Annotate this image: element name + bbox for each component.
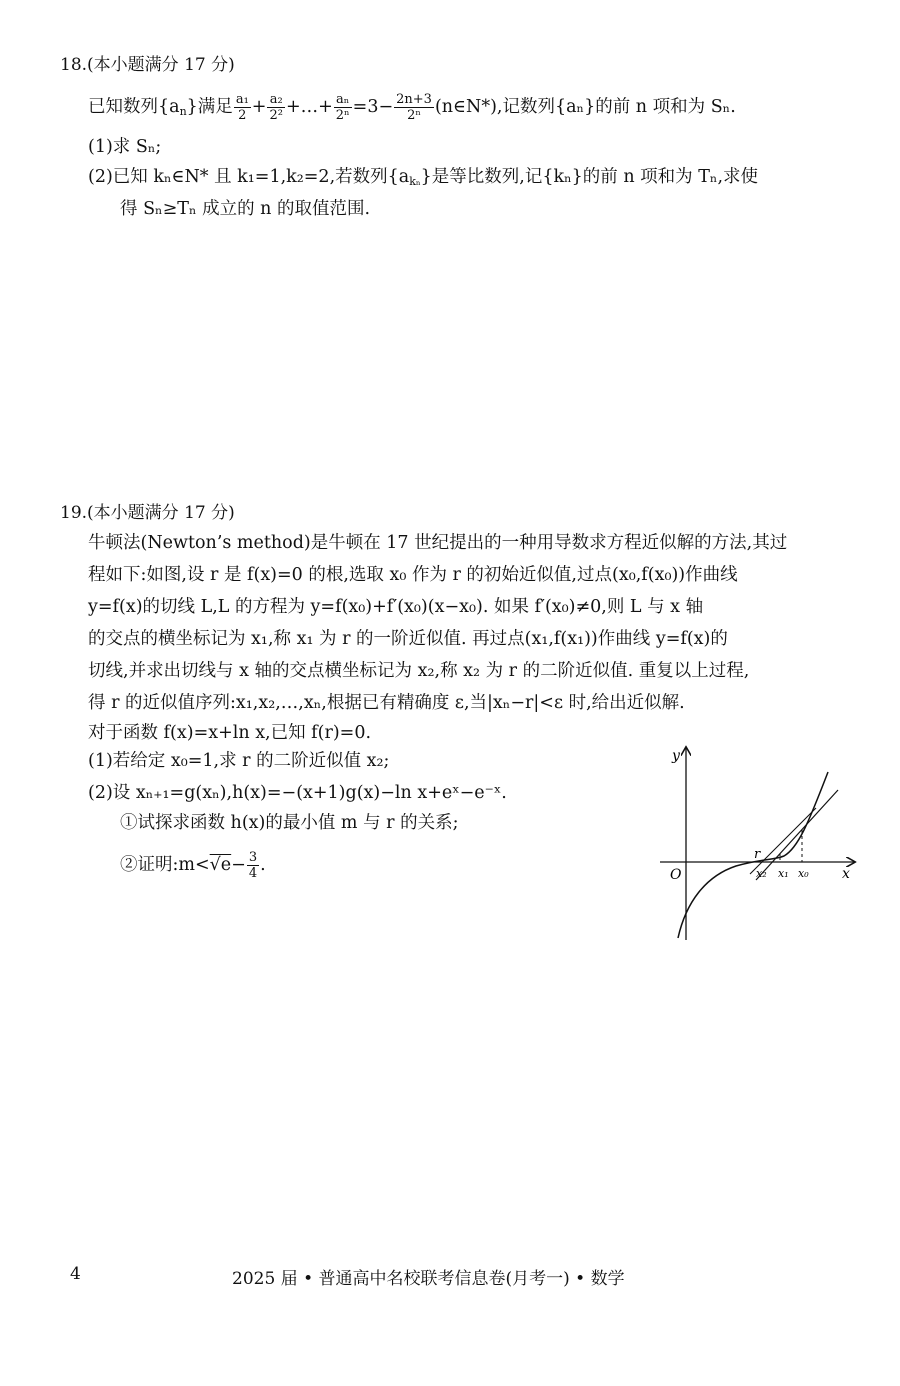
q19-sub2: ②证明:m<√e− $\frac{3}{4}$ . xyxy=(120,850,266,881)
q19-text-line: 的交点的横坐标记为 x₁,称 x₁ 为 r 的一阶近似值. 再过点(x₁,f(x₁))作曲线 y=f(x)的 xyxy=(88,629,728,649)
q19-sub1: ①试探求函数 h(x)的最小值 m 与 r 的关系; xyxy=(120,813,459,833)
q18-part1: (1)求 Sₙ; xyxy=(88,137,162,157)
x0-label: x₀ xyxy=(798,867,809,880)
curve-fx xyxy=(678,772,828,938)
q18-frac4: $\frac{2n+3}{\text{2ⁿ}}$ xyxy=(396,92,432,123)
q19-text-line: 切线,并求出切线与 x 轴的交点横坐标记为 x₂,称 x₂ 为 r 的二阶近似值. 重复以上过程, xyxy=(88,661,750,681)
q19-text-line: 牛顿法(Newton’s method)是牛顿在 17 世纪提出的一种用导数求方程近似解的方法,其过 xyxy=(88,533,788,553)
q18-frac2: $\frac{\text{a₂}}{\text{2²}}$ xyxy=(269,92,283,123)
q19-score: (本小题满分 17 分) xyxy=(87,503,235,523)
tangent-line-x0 xyxy=(756,790,838,880)
footer-title: 2025 届 • 普通高中名校联考信息卷(月考一) • 数学 xyxy=(232,1269,625,1289)
newton-method-figure xyxy=(656,742,866,947)
q19-text-line: 得 r 的近似值序列:x₁,x₂,…,xₙ,根据已有精确度 ε,当|xₙ−r|<ε 时,给出近似解. xyxy=(88,693,685,713)
x2-label: x₂ xyxy=(756,867,767,880)
page-number: 4 xyxy=(70,1264,81,1284)
q19-number: 19. xyxy=(60,503,88,523)
y-axis-label: y xyxy=(672,748,680,764)
q18-stem-c: (n∈N*),记数列{aₙ}的前 n 项和为 Sₙ. xyxy=(434,97,736,117)
q18-score: (本小题满分 17 分) xyxy=(87,55,235,75)
q18-frac1: $\frac{\text{a₁}}{2}$ xyxy=(235,92,249,123)
q19-text-line: 程如下:如图,设 r 是 f(x)=0 的根,选取 x₀ 作为 r 的初始近似值,过点(x₀,f(x₀))作曲线 xyxy=(88,565,738,585)
q19-header xyxy=(60,500,235,526)
q18-stem: 已知数列$\{a_n\}$满足 $\frac{\text{a₁}}{2}$ + $\frac{\text{a₂}}{\text{2²}}$ +…+ $\frac{\text{aₙ}}{\text{2ⁿ}}$ =3− $\frac{2n+3}{\text{2ⁿ}}$ (n∈N*),记数列{aₙ}的前 n 项和为 Sₙ. xyxy=(88,92,736,123)
q19-part1: (1)若给定 x₀=1,求 r 的二阶近似值 x₂; xyxy=(88,751,390,771)
tangent-line-x1 xyxy=(750,808,816,874)
sqrt-e: √e xyxy=(209,855,232,875)
q18-part2-line1: (2)已知 kₙ∈N* 且 k₁=1,k₂=2,若数列$\{a_{k_n}\}$是等比数列,记{kₙ}的前 n 项和为 Tₙ,求使 xyxy=(88,167,759,188)
q18-number: 18. xyxy=(60,55,88,75)
r-label: r xyxy=(754,847,761,862)
q18-stem-b: }满足 xyxy=(186,97,233,117)
q18-stem-a: 已知数列{a xyxy=(88,97,180,117)
q18-part2-line2: 得 Sₙ≥Tₙ 成立的 n 的取值范围. xyxy=(120,199,371,219)
q18-header xyxy=(60,52,235,78)
q19-frac-3-4: $\frac{3}{4}$ xyxy=(248,850,258,881)
x-axis-label: x xyxy=(842,866,850,882)
origin-label: O xyxy=(670,867,682,883)
q19-text-line: 对于函数 f(x)=x+ln x,已知 f(r)=0. xyxy=(88,723,372,743)
q19-text-line: y=f(x)的切线 L,L 的方程为 y=f(x₀)+f′(x₀)(x−x₀). 如果 f′(x₀)≠0,则 L 与 x 轴 xyxy=(88,597,704,617)
x1-label: x₁ xyxy=(778,867,789,880)
q18-frac3: $\frac{\text{aₙ}}{\text{2ⁿ}}$ xyxy=(335,92,350,123)
q19-part2: (2)设 xₙ₊₁=g(xₙ),h(x)=−(x+1)g(x)−ln x+eˣ−e⁻ˣ. xyxy=(88,783,507,803)
